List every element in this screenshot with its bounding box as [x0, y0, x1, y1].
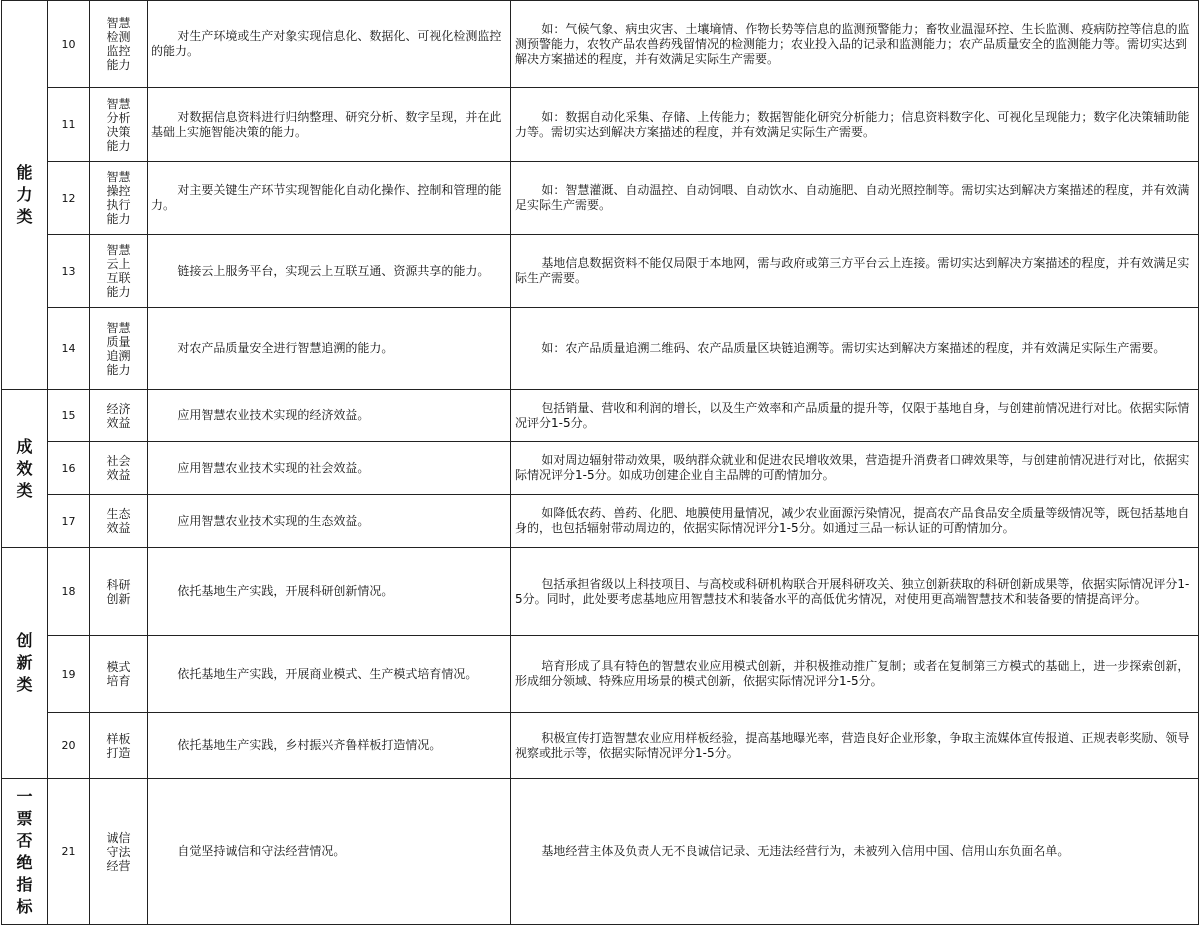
- item-description: 依托基地生产实践，开展商业模式、生产模式培育情况。: [148, 636, 511, 713]
- item-number: 10: [48, 1, 90, 88]
- item-standard: 如：农产品质量追溯二维码、农产品质量区块链追溯等。需切实达到解决方案描述的程度，并有效满足实际生产需要。: [511, 308, 1199, 390]
- item-number: 19: [48, 636, 90, 713]
- item-name: 智慧检测监控能力: [90, 1, 148, 88]
- item-description: 依托基地生产实践，开展科研创新情况。: [148, 548, 511, 636]
- table-row: [2, 495, 1199, 548]
- item-number: 14: [48, 308, 90, 390]
- table-row: [2, 548, 1199, 636]
- item-number: 13: [48, 235, 90, 308]
- table-row: [2, 636, 1199, 713]
- item-name: 模式培育: [90, 636, 148, 713]
- item-description: 应用智慧农业技术实现的社会效益。: [148, 442, 511, 495]
- item-standard: 积极宣传打造智慧农业应用样板经验，提高基地曝光率，营造良好企业形象，争取主流媒体宣传报道、正规表彰奖励、领导视察或批示等，依据实际情况评分1-5分。: [511, 713, 1199, 779]
- table-row: [2, 1, 1199, 88]
- item-number: 20: [48, 713, 90, 779]
- item-standard: 如降低农药、兽药、化肥、地膜使用量情况，减少农业面源污染情况，提高农产品食品安全质量等级情况等，既包括基地自身的，也包括辐射带动周边的，依据实际情况评分1-5分。如通过三品一标认证的可酌情加分。: [511, 495, 1199, 548]
- category-capability: 能力类: [2, 1, 48, 390]
- item-name: 智慧分析决策能力: [90, 88, 148, 162]
- item-name: 经济效益: [90, 390, 148, 442]
- item-standard: 包括承担省级以上科技项目、与高校或科研机构联合开展科研攻关、独立创新获取的科研创新成果等，依据实际情况评分1-5分。同时，此处要考虑基地应用智慧技术和装备水平的高低优劣情况，对使用更高端智慧技术和装备要的情提高评分。: [511, 548, 1199, 636]
- item-number: 12: [48, 162, 90, 235]
- category-innovation: 创新类: [2, 548, 48, 779]
- table-row: [2, 713, 1199, 779]
- table-row: [2, 235, 1199, 308]
- item-name: 诚信守法经营: [90, 779, 148, 925]
- item-number: 21: [48, 779, 90, 925]
- table-row: [2, 442, 1199, 495]
- table-row: [2, 390, 1199, 442]
- item-standard: 基地经营主体及负责人无不良诚信记录、无违法经营行为，未被列入信用中国、信用山东负面名单。: [511, 779, 1199, 925]
- item-number: 18: [48, 548, 90, 636]
- item-name: 智慧云上互联能力: [90, 235, 148, 308]
- item-standard: 如：数据自动化采集、存储、上传能力；数据智能化研究分析能力；信息资料数字化、可视化呈现能力；数字化决策辅助能力等。需切实达到解决方案描述的程度，并有效满足实际生产需要。: [511, 88, 1199, 162]
- table-row: [2, 88, 1199, 162]
- item-standard: 如：气候气象、病虫灾害、土壤墒情、作物长势等信息的监测预警能力；畜牧业温湿环控、生长监测、疫病防控等信息的监测预警能力，农牧产品农兽药残留情况的检测能力；农业投入品的记录和监测能力；农产品质量安全的监测能力等。需切实达到解决方案描述的程度，并有效满足实际生产需要。: [511, 1, 1199, 88]
- item-number: 17: [48, 495, 90, 548]
- item-name: 科研创新: [90, 548, 148, 636]
- item-name: 样板打造: [90, 713, 148, 779]
- category-effect: 成效类: [2, 390, 48, 548]
- item-description: 自觉坚持诚信和守法经营情况。: [148, 779, 511, 925]
- table-row: [2, 779, 1199, 925]
- category-veto: 一票否绝指标: [2, 779, 48, 925]
- item-number: 11: [48, 88, 90, 162]
- item-description: 链接云上服务平台，实现云上互联互通、资源共享的能力。: [148, 235, 511, 308]
- item-description: 对数据信息资料进行归纳整理、研究分析、数字呈现，并在此基础上实施智能决策的能力。: [148, 88, 511, 162]
- item-number: 16: [48, 442, 90, 495]
- table-row: [2, 308, 1199, 390]
- item-name: 智慧操控执行能力: [90, 162, 148, 235]
- item-standard: 培育形成了具有特色的智慧农业应用模式创新，并积极推动推广复制；或者在复制第三方模式的基础上，进一步探索创新，形成细分领域、特殊应用场景的模式创新，依据实际情况评分1-5分。: [511, 636, 1199, 713]
- item-standard: 如对周边辐射带动效果，吸纳群众就业和促进农民增收效果，营造提升消费者口碑效果等，与创建前情况进行对比，依据实际情况评分1-5分。如成功创建企业自主品牌的可酌情加分。: [511, 442, 1199, 495]
- item-description: 应用智慧农业技术实现的经济效益。: [148, 390, 511, 442]
- item-standard: 如：智慧灌溉、自动温控、自动饲喂、自动饮水、自动施肥、自动光照控制等。需切实达到解决方案描述的程度，并有效满足实际生产需要。: [511, 162, 1199, 235]
- item-description: 对主要关键生产环节实现智能化自动化操作、控制和管理的能力。: [148, 162, 511, 235]
- item-number: 15: [48, 390, 90, 442]
- table-row: [2, 162, 1199, 235]
- item-name: 社会效益: [90, 442, 148, 495]
- item-description: 对生产环境或生产对象实现信息化、数据化、可视化检测监控的能力。: [148, 1, 511, 88]
- item-description: 对农产品质量安全进行智慧追溯的能力。: [148, 308, 511, 390]
- item-name: 智慧质量追溯能力: [90, 308, 148, 390]
- item-standard: 基地信息数据资料不能仅局限于本地网，需与政府或第三方平台云上连接。需切实达到解决方案描述的程度，并有效满足实际生产需要。: [511, 235, 1199, 308]
- item-standard: 包括销量、营收和利润的增长，以及生产效率和产品质量的提升等，仅限于基地自身，与创建前情况进行对比。依据实际情况评分1-5分。: [511, 390, 1199, 442]
- item-description: 应用智慧农业技术实现的生态效益。: [148, 495, 511, 548]
- item-description: 依托基地生产实践，乡村振兴齐鲁样板打造情况。: [148, 713, 511, 779]
- evaluation-table: [1, 0, 1199, 925]
- item-name: 生态效益: [90, 495, 148, 548]
